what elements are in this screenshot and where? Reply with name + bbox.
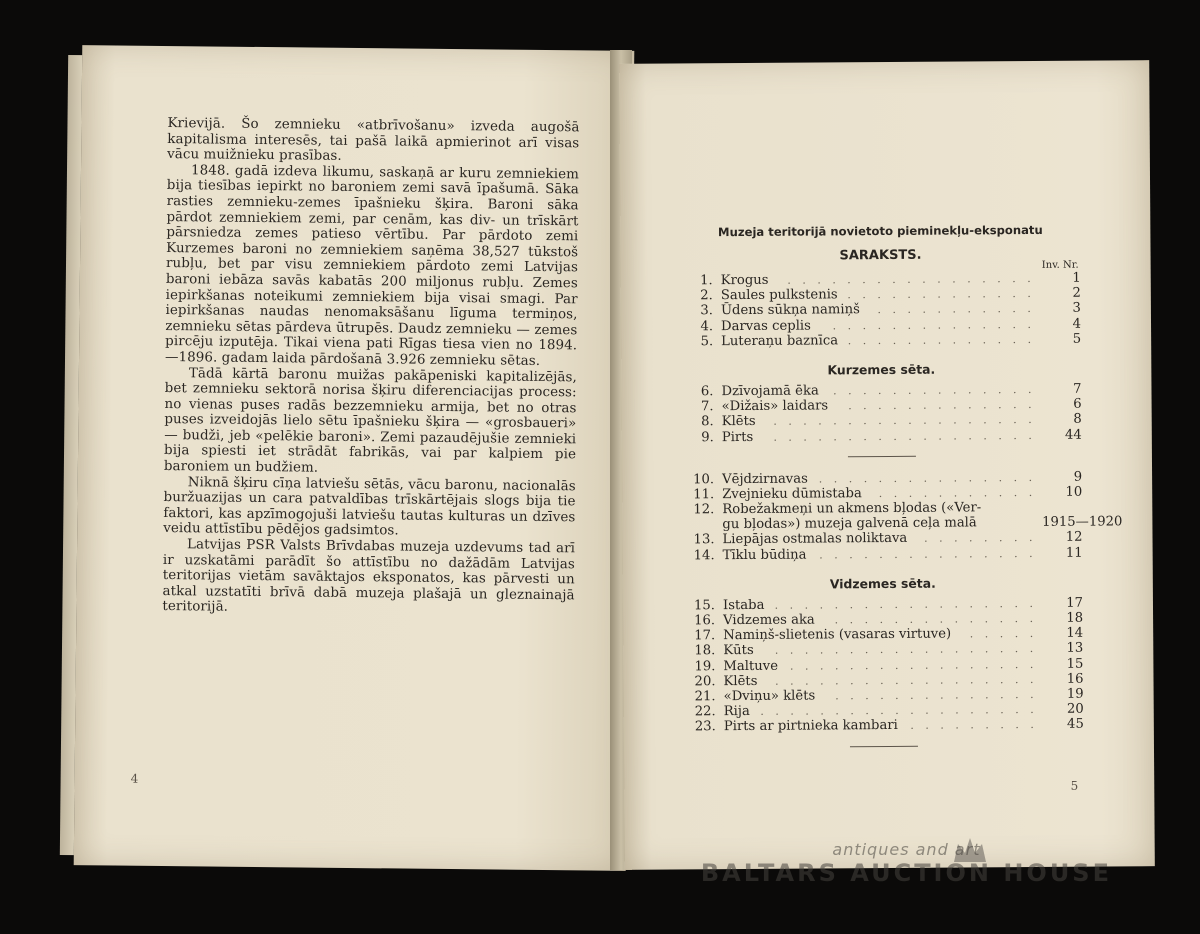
item-name: Namiņš-slietenis (vasaras virtuve) — [723, 626, 952, 644]
item-number: 3. — [700, 303, 713, 319]
item-number: 8. — [701, 414, 714, 430]
leader-dots: . . . . . . . . . — [910, 718, 1038, 733]
item-name: Klēts — [721, 414, 756, 430]
item-name: Ūdens sūkņa namiņš — [720, 302, 860, 319]
leader-dots: . . . . . . . . . . . . . . . . . . — [774, 596, 1038, 612]
leader-dots: . . . . . . . . . . . . . . . . . . — [773, 428, 1036, 444]
leader-dots: . . . . . . . . . . . . . — [847, 332, 1036, 348]
item-number: 16. — [694, 613, 716, 629]
inventory-number: 1 — [1072, 270, 1081, 286]
right-page — [619, 60, 1155, 870]
item-number: 21. — [694, 689, 716, 705]
inventory-number: 44 — [1064, 427, 1082, 443]
inventory-number: 11 — [1065, 545, 1083, 561]
item-name: Rija — [723, 704, 750, 720]
item-number: 7. — [700, 399, 714, 415]
item-name: «Dižais» laidars — [721, 398, 829, 415]
leader-dots: . . . . . . . . . . . . . . . . . . — [774, 642, 1038, 658]
item-number: 17. — [694, 628, 716, 644]
list-item — [681, 331, 1081, 349]
item-number: 6. — [700, 384, 714, 400]
inventory-number: 7 — [1073, 381, 1082, 397]
item-name: Kūts — [723, 643, 754, 659]
leader-dots: . . . . . . . . . . . . . . . . . . . — [760, 703, 1038, 719]
item-number: 15. — [693, 598, 716, 614]
list-item — [684, 717, 1084, 735]
section-title: Kurzemes sēta. — [827, 361, 936, 378]
paragraph: Krievijā. Šo zemnieku «atbrīvošanu» izveda augošā kapitalisma interesēs, tai pašā laikā apmierinot arī visas vācu muižnieku prasības. — [167, 116, 580, 165]
leader-dots: . . . . . . . . . . . . . . — [833, 382, 1036, 398]
watermark-brand: BALTARS AUCTION HOUSE — [700, 859, 1112, 887]
item-number: 20. — [694, 673, 716, 690]
leader-dots: . . . . . . . . . . . . . . . — [818, 470, 1037, 486]
inventory-number: 10 — [1065, 484, 1083, 500]
list-subheading: SARAKSTS. — [839, 247, 922, 264]
item-number: 23. — [694, 719, 716, 735]
inventory-number: 3 — [1072, 301, 1081, 317]
list-heading: Muzeja teritorijā novietoto pieminekļu-eksponatu — [717, 222, 1043, 240]
leader-dots: . . . . . . . . . . . — [878, 485, 1037, 500]
item-name: Maltuve — [723, 658, 779, 674]
inventory-number: 4 — [1072, 316, 1082, 332]
item-name-continued: gu bļodas») muzeja galvenā ceļa malā — [722, 515, 977, 533]
section-divider — [848, 455, 916, 456]
inventory-number: 17 — [1066, 595, 1084, 611]
paragraph: Latvijas PSR Valsts Brīvdabas muzeja uzdevums tad arī ir uzskatāmi parādīt šo attīstību no dažādām Latvijas teritorijas vietām savāktajos eksponatos, kas pārvesti un atkal uzstatīti brīvā dabā muzeja plašajā un gleznainajā teritorijā. — [162, 537, 576, 616]
item-number: 10. — [693, 471, 715, 488]
inventory-number: 45 — [1066, 716, 1084, 733]
item-name: Pirts — [721, 429, 754, 445]
list-item — [682, 500, 1123, 533]
inventory-number: 19 — [1066, 686, 1084, 702]
page-stack-edge — [60, 55, 82, 855]
inventory-number: 14 — [1066, 625, 1084, 641]
inventory-number-header: Inv. Nr. — [1041, 259, 1079, 271]
inventory-number: 15 — [1066, 656, 1084, 672]
item-name: Klēts — [723, 673, 758, 689]
list-item — [682, 427, 1082, 445]
leader-dots: . . . . . . . . . . . . . . . . . . — [775, 672, 1038, 688]
watermark — [701, 840, 1112, 887]
inventory-number: 16 — [1066, 671, 1084, 687]
left-page — [74, 45, 635, 871]
leader-dots: . . . . . . . . . . . . . . . . . . — [773, 413, 1036, 429]
leader-dots: . . . . . . . . . . . . . — [848, 398, 1036, 413]
item-number: 5. — [700, 333, 714, 350]
leader-dots: . . . . . . . . . . . . . . — [834, 611, 1038, 627]
item-number: 4. — [700, 318, 714, 334]
item-name: Krogus — [720, 272, 769, 289]
paragraph: Tādā kārtā baronu muižas pakāpeniski kapitalizējās, bet zemnieku sektorā norisa šķiru diferenciacijas process: no vienas puses radās bezzemnieku armija, bet no otras puses izveidojās lielo sētu īpašnieku šķira — «grosbaueri» — budži, jeb «pelēkie baroni». Zemi pazaudējušie zemnieki bija spiesti iet strādāt fabrikās, vai par kalpiem pie baroniem un budžiem. — [163, 365, 577, 476]
item-name: Saules pulkstenis — [720, 287, 838, 304]
inventory-number: 2 — [1072, 285, 1081, 301]
paragraph: 1848. gadā izdeva likumu, saskaņā ar kuru zemniekiem bija tiesības iepirkt no baroniem zemi savā īpašumā. Sāka rasties zemnieku-zemes īpašnieku šķira. Baroni sāka pārdot zemniekiem zemi, par cenām, kas div- un trīskārt pārsniedza zemes patieso vērtību. Par pārdoto zemi Kurzemes baroni no zemniekiem saņēma 38,527 tūkstoš rubļu, bet par visu zemniekiem pārdoto zemi Latvijas baroni iebāza savās kabatās 200 miljonus rubļu. Zemes iepirkšanas noteikumi zemniekiem bija visai smagi. Par iepirkšanas naudas nenomaksāšanu līguma termiņos, zemnieku sētas pārdeva ūtrupēs. Daudz zemnieku — zemes pircēju izputēja. Tikai viena pati Rīgas tiesa vien no 1894.—1896. gadam laida pārdošanā 3.926 zemnieku sētas. — [164, 163, 580, 369]
item-name: Robežakmeņi un akmens bļodas («Ver- — [722, 500, 982, 518]
item-number: 9. — [701, 429, 714, 445]
item-number: 12. — [693, 502, 715, 518]
item-number: 13. — [693, 532, 715, 548]
leader-dots: . . . . . . . . . . . . . . . . . — [789, 657, 1038, 673]
inventory-number: 9 — [1073, 469, 1083, 485]
item-name: Zvejnieku dūmistaba — [722, 486, 862, 503]
leader-dots: . . . . . . . . . . . . . . — [835, 687, 1038, 703]
leader-dots: . . . . . . . . . . . . . . . — [819, 546, 1037, 562]
item-name: Luteraņu baznīca — [721, 333, 839, 349]
leader-dots: . . . . . . . . . . . . . — [847, 287, 1035, 302]
item-name: Pirts ar pirtnieka kambari — [723, 718, 898, 735]
item-number: 22. — [694, 704, 716, 720]
exhibit-list — [680, 222, 1123, 762]
inventory-number: 5 — [1072, 331, 1082, 347]
section-title: Vidzemes sēta. — [829, 575, 936, 592]
item-number: 2. — [700, 288, 713, 304]
inventory-number: 18 — [1066, 610, 1084, 626]
leader-dots: . . . . . . . . — [924, 531, 1037, 546]
item-name: «Dviņu» klēts — [723, 688, 816, 705]
paragraph: Niknā šķiru cīņa latviešu sētās, vācu baronu, nacionalās buržuazijas un cara patvaldības trīskārtējais slogs bija tie faktori, kas apzīmogojuši latviešu tautas kulturas un dzīves veidu attīstību pēdējos gadsimtos. — [163, 474, 576, 539]
item-name: Vidzemes aka — [723, 612, 815, 629]
inventory-number: 8 — [1073, 411, 1082, 428]
item-number: 1. — [700, 273, 713, 289]
inventory-number: 1915—1920 — [1042, 514, 1123, 531]
leader-dots: . . . . . . . . . . . . . . — [832, 317, 1036, 332]
item-name: Dzīvojamā ēka — [721, 383, 819, 400]
inventory-number: 13 — [1066, 641, 1084, 657]
item-number: 14. — [693, 547, 715, 563]
leader-dots: . . . . . . . . . . . — [877, 302, 1035, 317]
item-name: Tīklu būdiņa — [722, 547, 807, 563]
item-name: Vējdzirnavas — [722, 471, 808, 487]
watermark-tagline: antiques and art — [832, 840, 981, 859]
section-divider — [850, 745, 918, 746]
leader-dots: . . . . . . . . . . . . . . . . . — [787, 271, 1035, 287]
inventory-number: 12 — [1065, 530, 1083, 546]
item-number: 11. — [693, 487, 715, 503]
page-number-left: 4 — [130, 771, 139, 786]
item-name: Liepājas ostmalas noliktava — [722, 531, 908, 548]
left-body-text — [162, 116, 579, 619]
exhibit-groups — [681, 270, 1123, 748]
page-number-right: 5 — [1070, 778, 1079, 793]
list-item — [683, 545, 1083, 563]
inventory-number: 6 — [1073, 396, 1082, 412]
leader-dots: . . . . . — [969, 627, 1038, 641]
item-name: Istaba — [722, 597, 765, 613]
item-number: 19. — [694, 658, 716, 674]
item-number: 18. — [694, 643, 716, 659]
item-name: Darvas ceplis — [720, 318, 811, 334]
inventory-number: 20 — [1066, 701, 1084, 717]
